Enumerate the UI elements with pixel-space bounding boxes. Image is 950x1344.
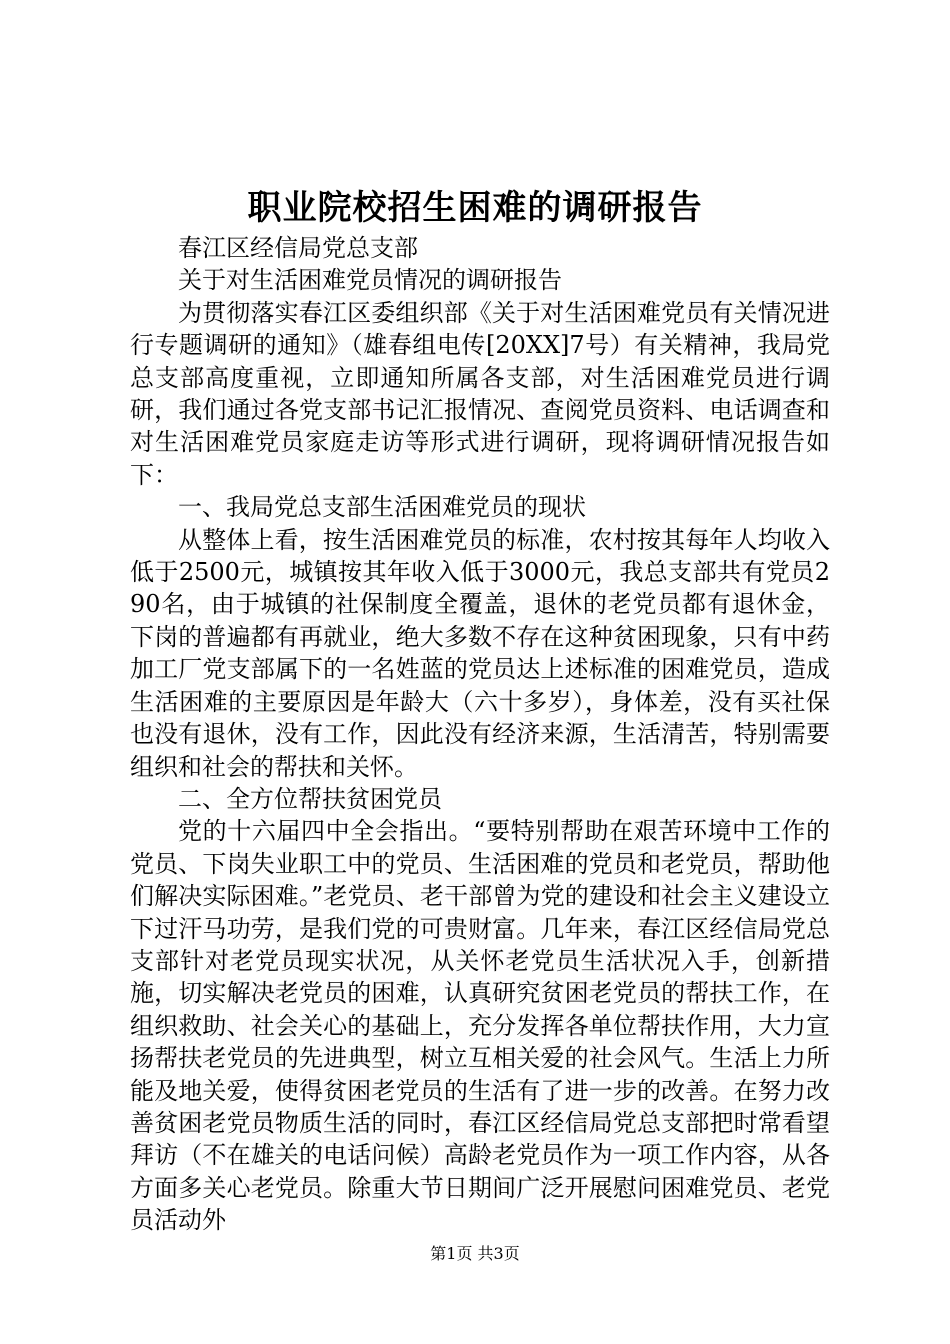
paragraph-current-status: 从整体上看，按生活困难党员的标准，农村按其每年人均收入低于2500元，城镇按其年收入低于3000元，我总支部共有党员290名，由于城镇的社保制度全覆盖，退休的老党员都有退休金，下岗的普遍都有再就业，绝大多数不存在这种贫困现象，只有中药加工厂党支部属下的一名姓蓝的党员达上述标准的困难党员，造成生活困难的主要原因是年龄大（六十多岁），身体差，没有买社保也没有退休，没有工作，因此没有经济来源，生活清苦，特别需要组织和社会的帮扶和关怀。 xyxy=(130,525,830,781)
paragraph-introduction: 为贯彻落实春江区委组织部《关于对生活困难党员有关情况进行专题调研的通知》（雄春组电传[20XX]7号）有关精神，我局党总支部高度重视，立即通知所属各支部，对生活困难党员进行调研，我们通过各党支部书记汇报情况、查阅党员资料、电话调查和对生活困难党员家庭走访等形式进行调研，现将调研情况报告如下： xyxy=(130,298,830,489)
paragraph-report-subject: 关于对生活困难党员情况的调研报告 xyxy=(178,266,562,295)
page-number-footer: 第1页 共3页 xyxy=(430,1244,520,1263)
document-body xyxy=(130,232,830,1237)
paragraph-assistance: 党的十六届四中全会指出。“要特别帮助在艰苦环境中工作的党员、下岗失业职工中的党员、生活困难的党员和老党员，帮助他们解决实际困难。”老党员、老干部曾为党的建设和社会主义建设立下过汗马功劳，是我们党的可贵财富。几年来，春江区经信局党总支部针对老党员现实状况，从关怀老党员生活状况入手，创新措施，切实解决老党员的困难，认真研究贫困老党员的帮扶工作，在组织救助、社会关心的基础上，充分发挥各单位帮扶作用，大力宣扬帮扶老党员的先进典型，树立互相关爱的社会风气。生活上力所能及地关爱，使得贫困老党员的生活有了进一步的改善。在努力改善贫困老党员物质生活的同时，春江区经信局党总支部把时常看望拜访（不在雄关的电话问候）高龄老党员作为一项工作内容，从各方面多关心老党员。除重大节日期间广泛开展慰问困难党员、老党员活动外 xyxy=(130,817,830,1235)
paragraph-department: 春江区经信局党总支部 xyxy=(178,234,418,262)
section-heading-2: 二、全方位帮扶贫困党员 xyxy=(178,784,442,813)
document-title: 职业院校招生困难的调研报告 xyxy=(247,188,703,228)
section-heading-1: 一、我局党总支部生活困难党员的现状 xyxy=(178,493,586,522)
